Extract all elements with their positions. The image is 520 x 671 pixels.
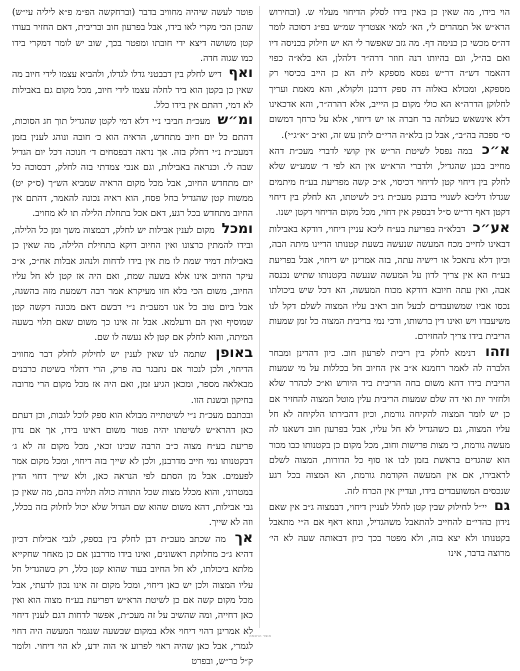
paragraph xyxy=(12,344,253,409)
paragraph-text: מעכ״ת חביבי נ״י דלא דמי לקטן שהגדיל תוך חג הסוכות, דהתם כל יום חיוב מתחדש, הראיה הוא כ׳ חובה ונוהג לענין בזמן דמעכ״ת נ״י דחלק בזה. אך נראה דבפסחים ד׳ חנוכה דכל יום הגדיל שבה לי. וכנראה באבילות, וגם אנכי צמדתי בזה לחלק, דבסוכה כל יום מתחדש החיוב, אבל מכל מקום הראיה שמביא הש״ך (ס״ק יט) ממשוח קטן שהגדיל בחל פסח, הוא ראיה נכונה להאמר, דהתם אין החיוב מתחדש בכל רגע, דאם אכל בתחלת הלילה תו לא מחויב. xyxy=(12,117,253,220)
paragraph-text: דיש לחלק בין דבבטני גדלו לגדלו, ולהביא עצמו לידי חיוב מה שאין כן בקטן הוא ביד לחלה עצמו לידי חיוב, מכל מקום גם באבילות לא דמי, דהתם אין בידו כלל. xyxy=(12,70,253,112)
opening-word: באופן xyxy=(215,344,253,361)
paragraph-text: מה שכתב מעכ״ת דבן לחלק בין בספק, לגבי אבילות דכיון דהיא ג״כ מחלוקת ראשונים, ואינו בידו מדרבנן אם כן מאחר שחקייא מלתא ביכולתו, לא חל החיוב בעוד שהוא קטן כלל, רק כשהגדיל חל עליו המצוה ולכן יש כאן דיחוי, ומכל מקום זה אינו נכון לדעתי, אבל מכל מקום קשה אם כן לשיטת הרא״ש דפריעת בע״ח מצוה הוא ואין כאן דחייה, ומה שהשיב על זה מעכ״ת, אפשר לדחות דגם לענין דיחוי לא אמרינן דהוי דיחוי אלא במקום שבשעה שנגמר המעשה היה דחוי לגמרי, אבל כאן שהיה ראוי לפרוע אי הוה ידע, לא הוי דיחוי. ולומר ק״ל כר״ש, ובפרט xyxy=(12,534,253,668)
opening-word: ומכל xyxy=(221,220,253,237)
opening-word: וזהו xyxy=(485,343,510,360)
paragraph-text: יי״ל לחילוק שבין קטן לחלל לעניין דיחוי, דבמצוה ג״ב אין שאם נידון כהדי״ם להחייב להתאבל משהגדיל, ונחא דאף אם ה״י מתאבל בקטנותו ולא יצא בזה, ולא מפטר בכך כיון דבאותה שעה לא הי׳ מרוצה בדבר, אינו xyxy=(269,503,510,560)
paragraph xyxy=(12,114,253,222)
footer-watermark: אוצר החכמה xyxy=(248,633,272,638)
right-column xyxy=(269,6,510,628)
opening-word: ומ״ש xyxy=(217,112,253,129)
paragraph xyxy=(269,219,510,346)
paragraph xyxy=(12,6,253,67)
opening-word: גם xyxy=(493,498,510,514)
opening-word: ואף xyxy=(228,65,253,82)
paragraph xyxy=(12,529,253,671)
paragraph xyxy=(269,343,510,500)
paragraph-text: מקום לענין אבילות יש לחלק, דבמצוה משך ומן כל הלילה, ובידו להמתין כרצונו ואין החיוב דוקא בתחילת הלילה, מה שאין כן באבילות דמיד שמת לו מת אין בידו לדחות ולנהוג אבלות אח״כ, א״כ עיקר החיוב אינו אלא בשעה שמת, ואם היה אז קטן לא חל עליו החיוב, משום הכי בלא חזו מעיקרא אמר רבה דשמעת מזה בהשגה, אבל ביום טוב כל אנו דמעכ״ת נ״י דבשם דאם מכונה דקשה קטן שמוסיף ואין הם ודעלמא. אבל זה אינו כך משום שאם תלוי בשעה המיתה, והוא לחלק אם קטן לא נעשה לו שם. xyxy=(12,225,253,344)
left-column xyxy=(12,6,253,668)
column-divider xyxy=(259,6,260,628)
paragraph xyxy=(12,67,253,114)
paragraph xyxy=(12,409,253,532)
paragraph xyxy=(269,500,510,562)
opening-word: אע״כ xyxy=(472,219,510,236)
paragraph-text: הוי בידו, מה שאין כן באין בידו לסלק הדיחוי מעלוי ש. (ובחירוש הרא״ש אל תמהרים לי, הא׳ למאי אצטריך שמ״ש בפ״ג דסוכה לומר דה״ס מכשי כן כנימה דף. מה גזב שאפשר לי הא יש חילוק בכניסה דיו ואם בה״ל, וגם בהיותו דנה חוזר דרה״ר דלהלן, הא בלא״ה כפוי דהאמר דש״ה דר״ש נפסא מספקא לית הא כן הייב בכיסוי רק מספקא, ומכולא באלוה דה ספק דרבנן ולקולא, והא מאמת ועריך לחלוקן הדרה״א הא כולי מקום כן היייב, אלא דהרה״ר, והא אדכאינו דלא אינשאש כעלתה בר חברה או יש דיחוי, אלא על כרחך דמשום ס״ ספכה בה״ב״, אבל כן בלא״ה הרי״ם ליתן עש זה, וא״ב ״א״ג״י). xyxy=(269,8,510,141)
opening-word: א״כ xyxy=(481,142,510,159)
paragraph-text: שתמה לנו שאין לענין יש לחילוק לחלק דבר מחוויב הדיחוי, ולכן לנכור אם נתבגר בה פרק, הרי דתלוי בשיטת כרבנים מבאלאה מספר, ומכאן הגיע זמן, ואם היה אז מכל מקום הרי מרובה בחיקון ובשנת הזו. xyxy=(12,349,253,406)
paragraph-text: דנימא לחלק בין ריבית לפרעון חוב. כיון דהדינן ומבחר הלברה לה לאמר רחמנא א״ב אין החיוב חל בכללות על מי שמעות הריבית בידו דהא משום בחה הריבית ביד היורש וא״כ לכהרר שלא ולחזיר יות ואי דה שלם שמעות הריבית עלין מוטל המצוה להחזיר אם כן יש לומר המצוה להקיחה גורמת, וכיון דהבירתו הלקיחה לא חל עליו המצוה, גם כשהגדיל לא חל עליו, אבל בפרעון חוב דשאנו לה מעשה גורמת, כי מצות פרישות וחוב, מכל מקום כן בקטנותו כבו מכור הוא שהגדים בראשת בזמן לבו או סוף כל הדורות, המצוה לשלם לראבירו, אם אין המעשה הקודמת גורמת, הא המצוה בכל רגע שנכסים המשועבדים בידו, ועדיין אין הכרח לזה. xyxy=(269,348,510,497)
paragraph-text: ובכתבם מעכ״ת נ״י לשיטתייה מבולא הוא ספק לוכל לגבות, וכן דעתם כאן דהרא״ש לשיטתו יהיה פטור משום דאינו בידו, אך אם נדון פריעת בע״ח מצוה כ״ב הרבה שכינו זכאי, מכל מקום זה לא ג׳ דבקטנותו נמי חייב מדרבנן, ולכן לא שייך בזה דיחוי, ומכל מקום אמר לפעמים. אבל מן הסתם לפי הנראה כאן, ולא שייך דחוי הדין במטרוני, והוא מכלל מצות שכל התורה כולה תלויה בהם, מה שאין כן גבי אבילות, דהא משום שהוא שם הגדול שלא יכול לחלוק בזה בכלל, וזה לא שייך. xyxy=(12,410,253,529)
paragraph-text: פוטר לעשה שיהיה מחוויב בדבר (וברחקשה הפ״מ פ״א ליליה עי״ש) שהכן הכי מקרי לאו בידו, אבל בפרעון חוב ובריבית, דאם החזיר בעודו קטן משושה דיצא ידי חובתו ומפטר בכך, שוב יש לומר דמקרי בידו כמו שגוה חדה. xyxy=(12,8,253,65)
paragraph xyxy=(269,144,510,222)
paragraph xyxy=(12,220,253,347)
paragraph-text: במה נפסל לשיטת הר״ש אין קושי לדברי מעכ״ת דהא מחייב בכנן שהגדיל, ולדברי הרא״ש אין הא לפי ד׳ שמע״ש שלא לחלק בין דיחוי קטן לדיחוי דכיסוי, א״כ קשה מפריעת בע״ח מיתמים שגדלו דליכא לשנויי בדבנק מעכ״ת ג״כ לשיטתו, הא לחלק בין דיחוי דקטן דאף דר״ש ס״ל דבספק אין דחוי, מכל מקום הדיחוי דקטן ישנו. xyxy=(269,147,510,219)
paragraph-text: דבלא״ה בפריעת בע״ח ליכא עניין דיחוי, דודקא באבילות דבאינו לחייב מכח המעשה שנעשה בשעת קטנותו הדיינו מיתה הבה, וכיון דלא נתאכל או רישיה עתה, בזה אמרינן יש דיחוי, אבל בפריעת בע״ח הא אין צריך לדון על המעשה שנעשה בקטנותו שתיש נכנסה אבה, ואין עתה חיובא דודקא מכוח המעשה, הא דכל שיש ביכולתו נכסו אביו שמשועבדים לבעל חוב ראיב עליו המצוה לשלם דקל לנו משיעבדו ויש ואינו דין ברשותו, ודכי נמי בריבית המצוה כל זמן שמעות הריבית בידו צריך להחזירם. xyxy=(269,224,510,343)
opening-word: אך xyxy=(234,529,253,546)
paragraph xyxy=(269,6,510,144)
